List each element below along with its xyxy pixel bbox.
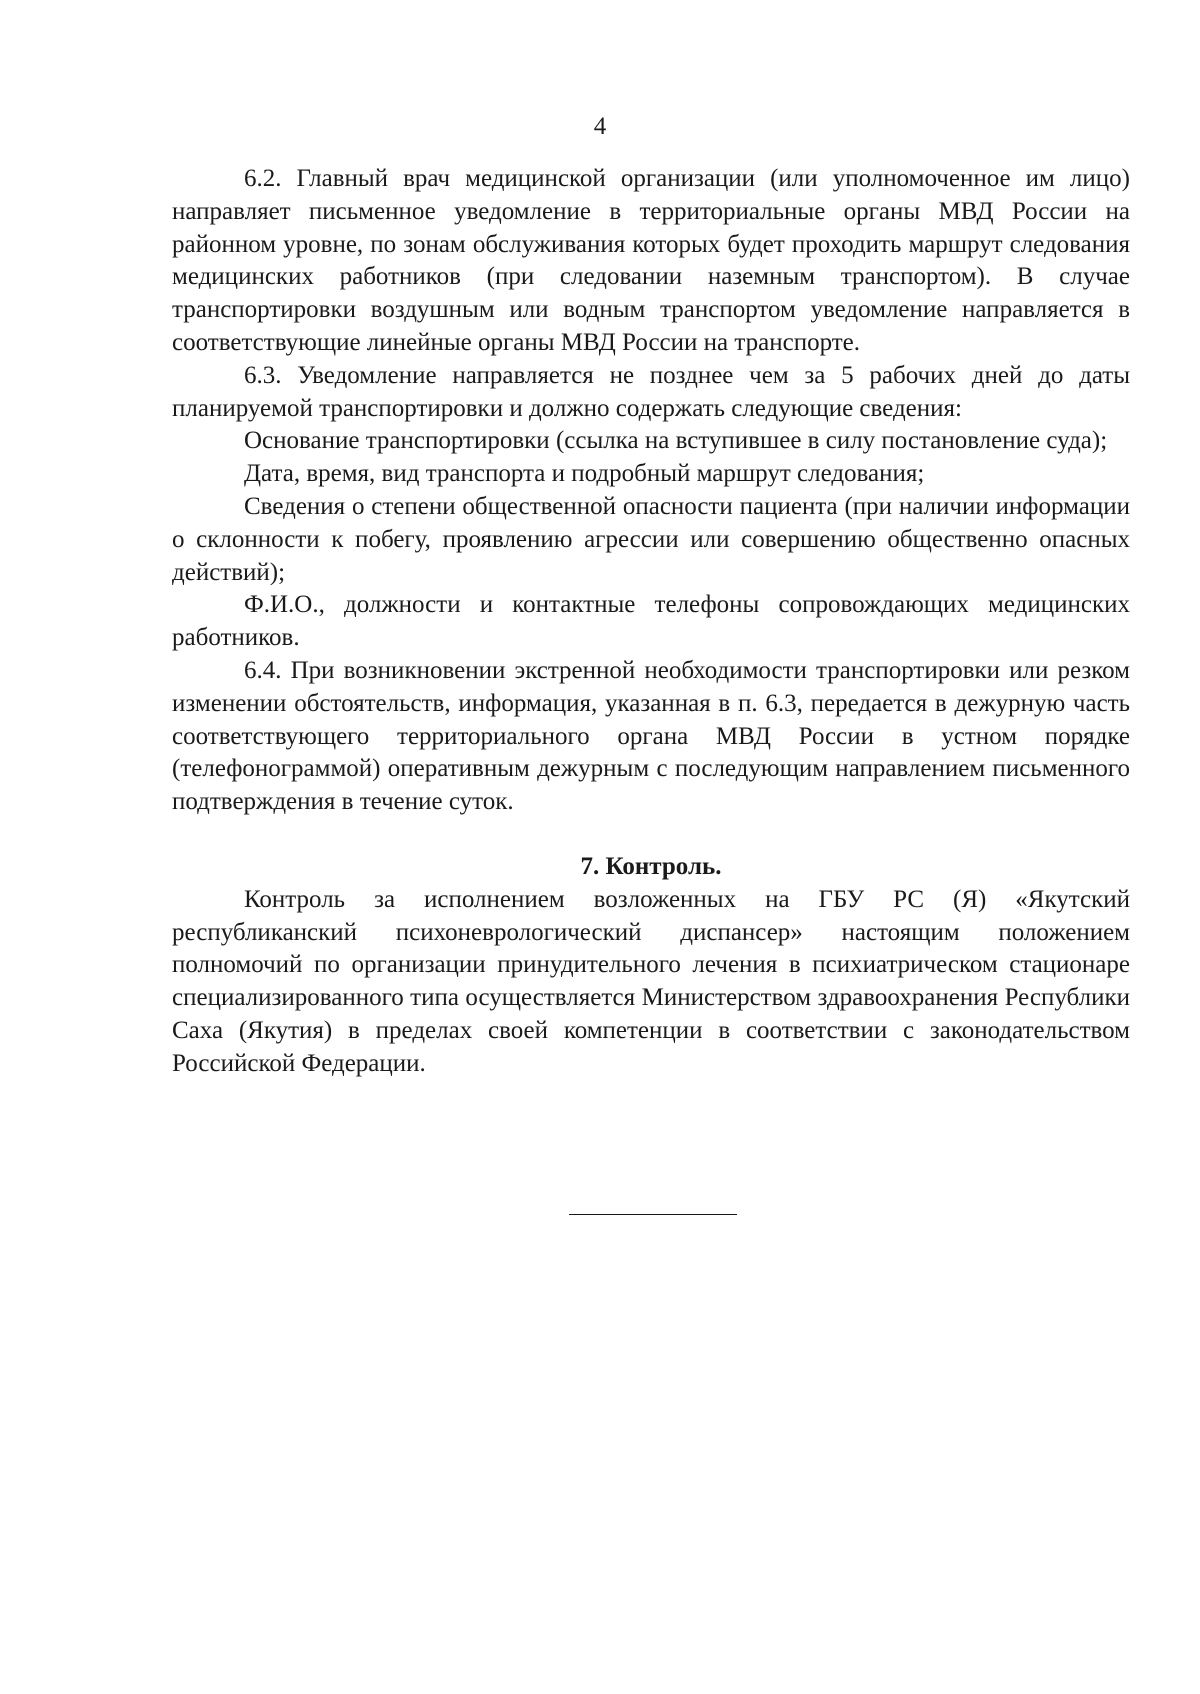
list-item-basis: Основание транспортировки (ссылка на вступившее в силу постановление суда); <box>244 427 1108 455</box>
section-heading: 7. Контроль. <box>580 852 722 880</box>
page-number: 4 <box>593 113 607 140</box>
list-item-escort-contacts: Ф.И.О., должности и контактные телефоны сопровождающих медицинских работников. <box>172 591 1130 652</box>
document-body <box>172 163 1130 1081</box>
list-item-danger-info: Сведения о степени общественной опасности пациента (при наличии информации о склонности к побегу, проявлению агрессии или совершению общественно опасных действий); <box>172 492 1130 586</box>
paragraph-6-3: 6.3. Уведомление направляется не позднее чем за 5 рабочих дней до даты планируемой транспортировки и должно содержать следующие сведения: <box>172 361 1130 422</box>
closing-rule <box>569 1214 737 1215</box>
paragraph-6-2: 6.2. Главный врач медицинской организации (или уполномоченное им лицо) направляет письменное уведомление в территориальные органы МВД России на районном уровне, по зонам обслуживания которых будет проходить маршрут следования медицинских работников (при следовании наземным транспортом). В случае транспортировки воздушным или водным транспортом уведомление направляется в соответствующие линейные органы МВД России на транспорте. <box>172 165 1130 356</box>
section-7-text: Контроль за исполнением возложенных на ГБУ РС (Я) «Якутский республиканский психоневрологический диспансер» настоящим положением полномочий по организации принудительного лечения в психиатрическом стационаре специализированного типа осуществляется Министерством здравоохранения Республики Саха (Якутия) в пределах своей компетенции в соответствии с законодательством Российской Федерации. <box>172 885 1130 1077</box>
paragraph-6-4: 6.4. При возникновении экстренной необходимости транспортировки или резком изменении обстоятельств, информация, указанная в п. 6.3, передается в дежурную часть соответствующего территориального органа МВД России в устном порядке (телефонограммой) оперативным дежурным с последующим направлением письменного подтверждения в течение суток. <box>172 656 1130 816</box>
list-item-date-route: Дата, время, вид транспорта и подробный маршрут следования; <box>244 460 925 488</box>
